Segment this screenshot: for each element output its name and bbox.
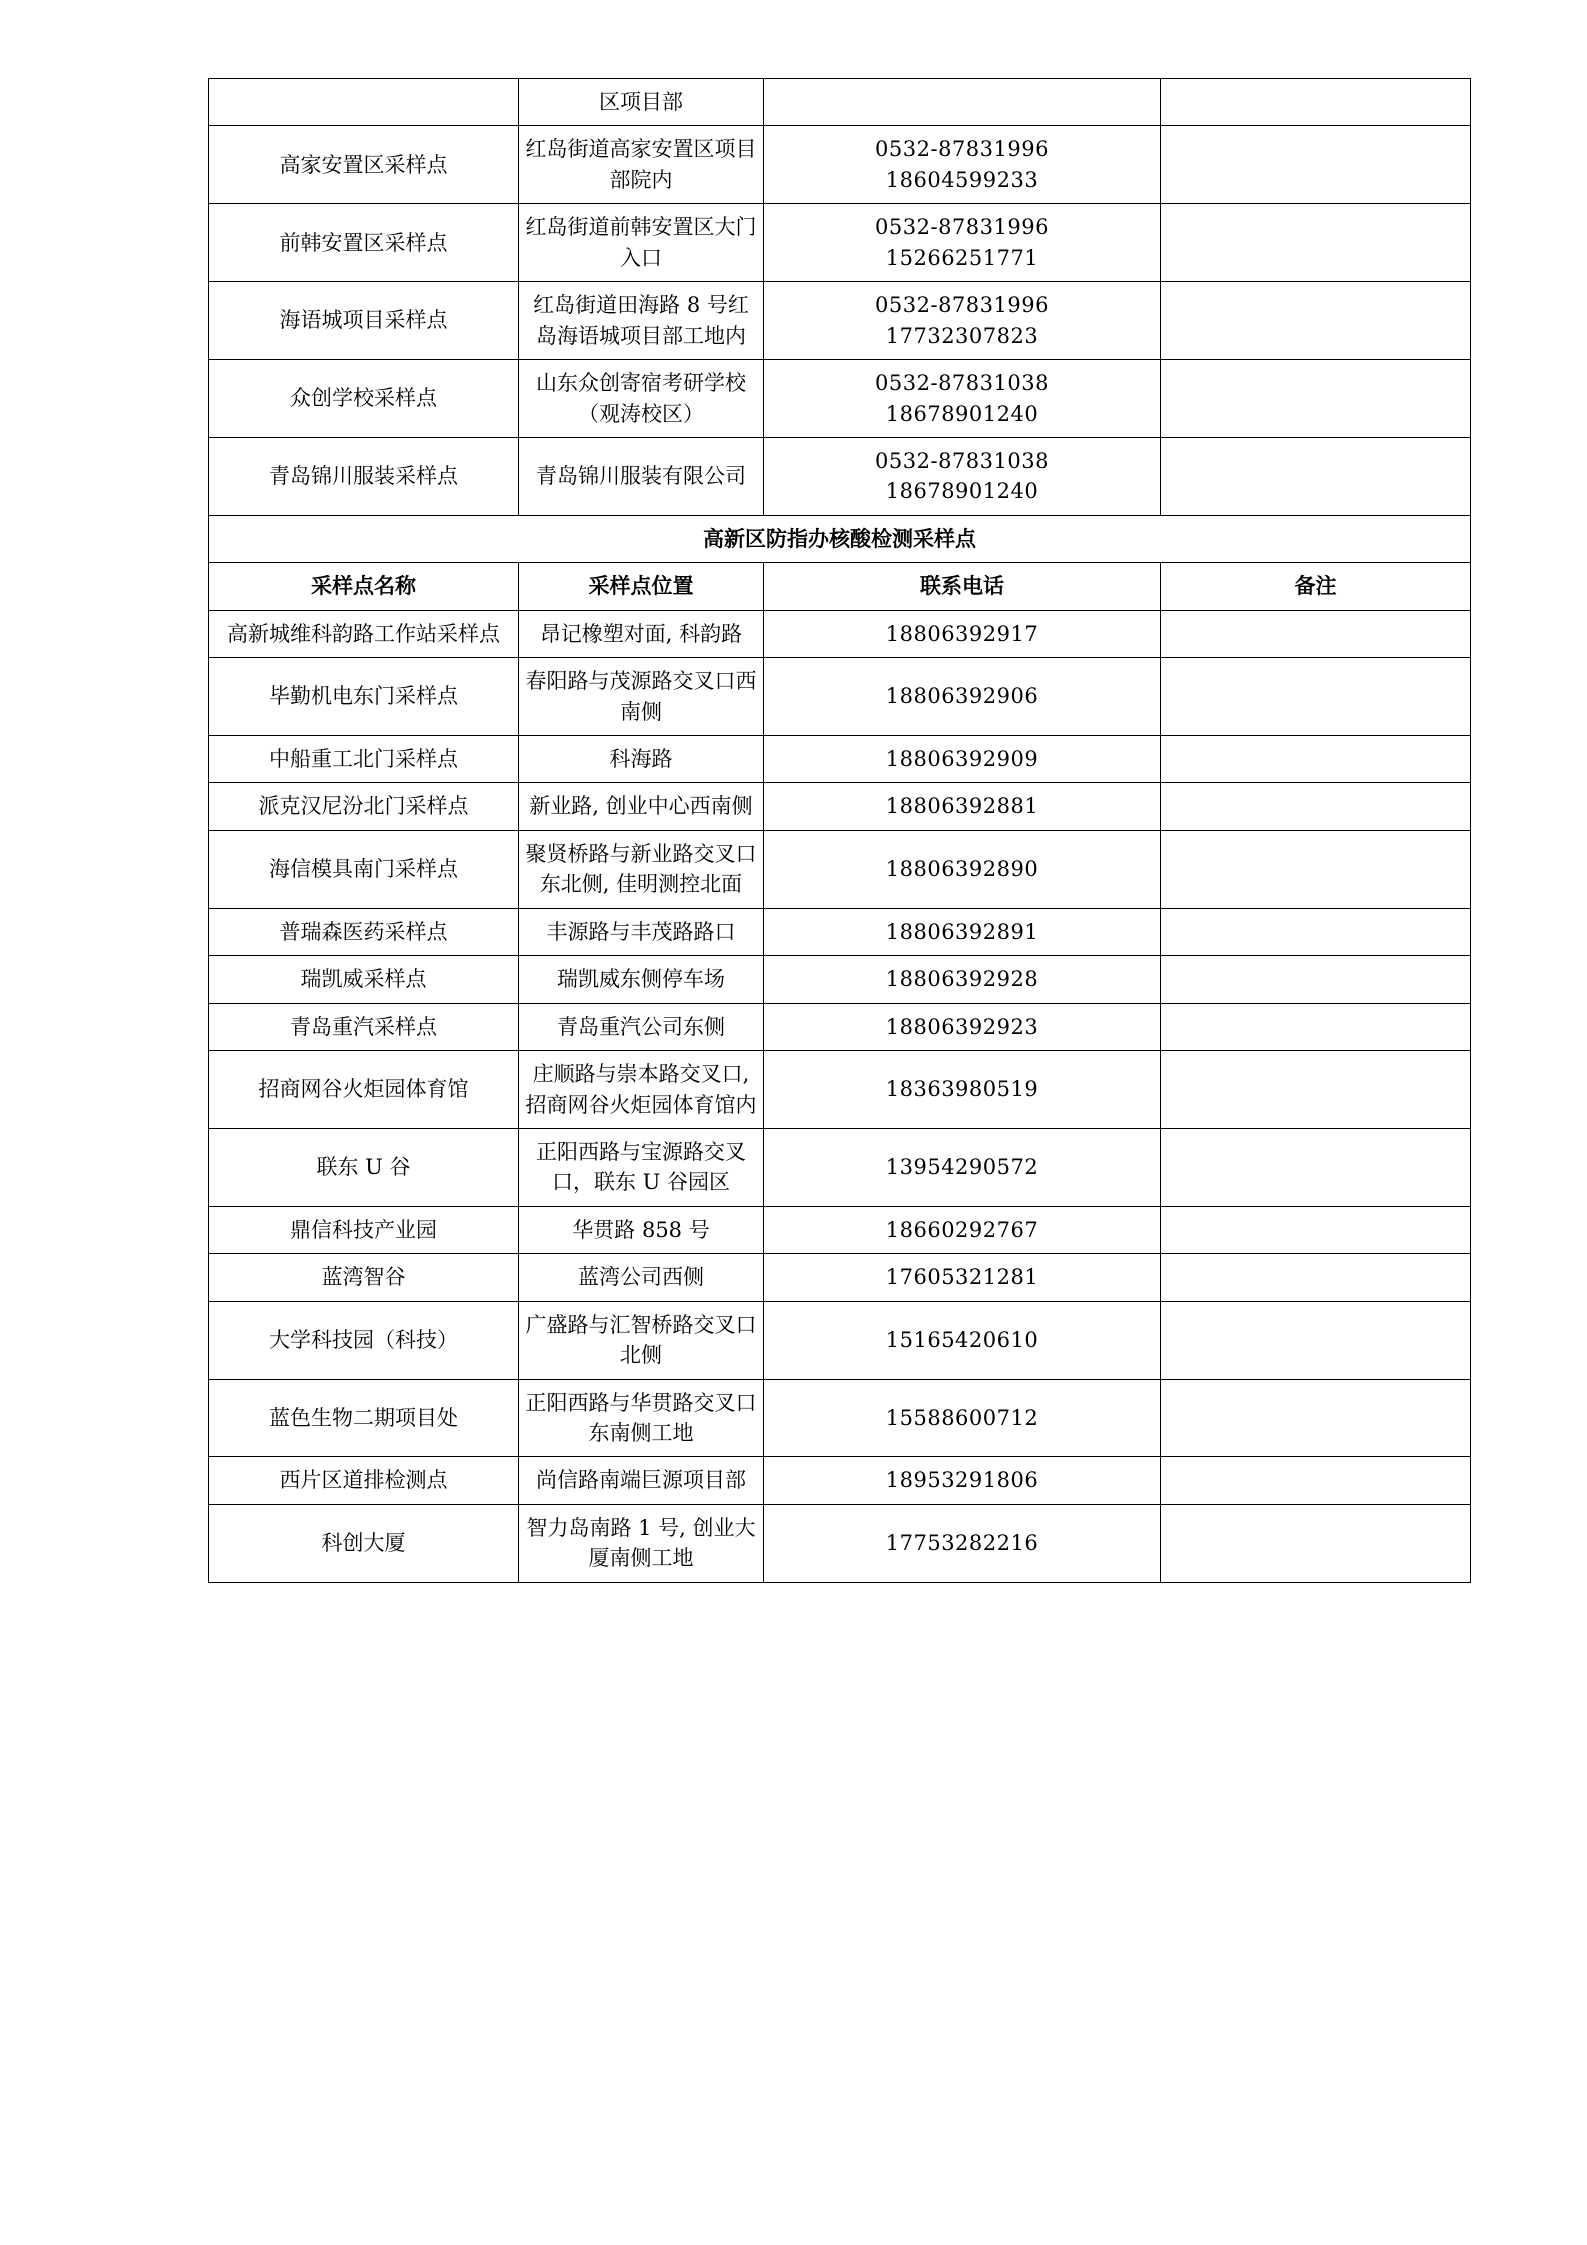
phone-number: 15266251771 [885,245,1039,270]
cell-name: 青岛重汽采样点 [209,1003,519,1050]
cell-remark [1161,282,1471,360]
cell-location: 红岛街道高家安置区项目部院内 [519,126,764,204]
cell-location: 正阳西路与华贯路交叉口东南侧工地 [519,1379,764,1457]
cell-phone [764,1379,1161,1457]
cell-name: 招商网谷火炬园体育馆 [209,1051,519,1129]
cell-phone [764,658,1161,736]
cell-name: 中船重工北门采样点 [209,736,519,783]
cell-name: 海信模具南门采样点 [209,830,519,908]
cell-name: 高家安置区采样点 [209,126,519,204]
cell-location: 广盛路与汇智桥路交叉口北侧 [519,1301,764,1379]
cell-name: 派克汉尼汾北门采样点 [209,783,519,830]
cell-name: 鼎信科技产业园 [209,1206,519,1253]
phone-number: 18604599233 [885,167,1039,192]
cell-phone [764,437,1161,515]
table-header-row [209,563,1471,610]
cell-remark [1161,1003,1471,1050]
table-row [209,956,1471,1003]
cell-location: 尚信路南端巨源项目部 [519,1457,764,1504]
phone-number: 17732307823 [885,323,1039,348]
cell-location: 正阳西路与宝源路交叉口，联东 U 谷园区 [519,1128,764,1206]
cell-location: 聚贤桥路与新业路交叉口东北侧, 佳明测控北面 [519,830,764,908]
cell-phone [764,908,1161,955]
cell-location: 丰源路与丰茂路路口 [519,908,764,955]
cell-remark [1161,360,1471,438]
cell-name: 高新城维科韵路工作站采样点 [209,610,519,657]
cell-remark [1161,1128,1471,1206]
cell-remark [1161,437,1471,515]
cell-name: 青岛锦川服装采样点 [209,437,519,515]
phone-number: 0532-87831038 [875,448,1049,473]
section-title-row [209,515,1471,562]
cell-name: 海语城项目采样点 [209,282,519,360]
cell-remark [1161,830,1471,908]
cell-name: 毕勤机电东门采样点 [209,658,519,736]
cell-location: 华贯路 858 号 [519,1206,764,1253]
phone-number: 18806392917 [885,621,1039,646]
phone-number: 18678901240 [885,479,1039,504]
cell-phone [764,783,1161,830]
phone-number: 15165420610 [885,1327,1039,1352]
phone-number: 18806392923 [885,1014,1039,1039]
cell-location: 瑞凯威东侧停车场 [519,956,764,1003]
cell-name: 联东 U 谷 [209,1128,519,1206]
table-row [209,783,1471,830]
phone-number: 18363980519 [885,1077,1039,1102]
cell-name: 众创学校采样点 [209,360,519,438]
cell-location: 青岛重汽公司东侧 [519,1003,764,1050]
cell-remark [1161,1457,1471,1504]
phone-number: 18806392906 [885,684,1039,709]
phone-number: 18678901240 [885,401,1039,426]
cell-remark [1161,1504,1471,1582]
phone-number: 15588600712 [885,1405,1039,1430]
table-row [209,204,1471,282]
cell-location: 山东众创寄宿考研学校（观涛校区） [519,360,764,438]
table-row [209,1301,1471,1379]
cell-phone [764,204,1161,282]
cell-name: 科创大厦 [209,1504,519,1582]
cell-phone [764,1206,1161,1253]
table-row [209,830,1471,908]
table-row [209,1206,1471,1253]
phone-number: 17753282216 [885,1531,1039,1556]
table-row [209,1128,1471,1206]
phone-number: 0532-87831038 [875,371,1049,396]
column-header-location: 采样点位置 [519,563,764,610]
table-row [209,1003,1471,1050]
cell-phone [764,1504,1161,1582]
cell-remark [1161,783,1471,830]
cell-remark [1161,1254,1471,1301]
cell-location: 新业路, 创业中心西南侧 [519,783,764,830]
cell-name: 普瑞森医药采样点 [209,908,519,955]
cell-location: 青岛锦川服装有限公司 [519,437,764,515]
column-header-name: 采样点名称 [209,563,519,610]
cell-remark [1161,204,1471,282]
cell-location: 昂记橡塑对面, 科韵路 [519,610,764,657]
sampling-points-table [208,78,1471,1583]
table-row [209,1457,1471,1504]
table-row [209,79,1471,126]
cell-name: 瑞凯威采样点 [209,956,519,1003]
table-row [209,908,1471,955]
cell-phone [764,1003,1161,1050]
cell-remark [1161,736,1471,783]
cell-name [209,79,519,126]
cell-phone [764,956,1161,1003]
phone-number: 18806392881 [885,794,1039,819]
cell-phone [764,736,1161,783]
cell-location: 春阳路与茂源路交叉口西南侧 [519,658,764,736]
cell-location: 蓝湾公司西侧 [519,1254,764,1301]
cell-remark [1161,658,1471,736]
cell-remark [1161,1301,1471,1379]
cell-name: 蓝湾智谷 [209,1254,519,1301]
cell-phone [764,1254,1161,1301]
cell-remark [1161,1206,1471,1253]
cell-location: 区项目部 [519,79,764,126]
phone-number: 0532-87831996 [875,215,1049,240]
table-row [209,282,1471,360]
cell-phone [764,1301,1161,1379]
phone-number: 0532-87831996 [875,293,1049,318]
cell-remark [1161,956,1471,1003]
column-header-remark: 备注 [1161,563,1471,610]
cell-phone [764,360,1161,438]
cell-name: 西片区道排检测点 [209,1457,519,1504]
table-row [209,1504,1471,1582]
phone-number: 17605321281 [885,1265,1039,1290]
cell-phone [764,1128,1161,1206]
table-row [209,610,1471,657]
cell-phone [764,79,1161,126]
cell-phone [764,1457,1161,1504]
cell-location: 科海路 [519,736,764,783]
cell-remark [1161,908,1471,955]
column-header-phone: 联系电话 [764,563,1161,610]
phone-number: 18806392928 [885,967,1039,992]
cell-remark [1161,610,1471,657]
cell-remark [1161,126,1471,204]
phone-number: 18806392891 [885,919,1039,944]
cell-remark [1161,1379,1471,1457]
cell-phone [764,282,1161,360]
phone-number: 0532-87831996 [875,137,1049,162]
cell-name: 蓝色生物二期项目处 [209,1379,519,1457]
cell-remark [1161,1051,1471,1129]
table-body [209,79,1471,1583]
cell-location: 红岛街道前韩安置区大门入口 [519,204,764,282]
table-row [209,126,1471,204]
section-title: 高新区防指办核酸检测采样点 [209,515,1471,562]
table-row [209,1254,1471,1301]
table-row [209,736,1471,783]
cell-phone [764,830,1161,908]
phone-number: 18660292767 [885,1217,1039,1242]
phone-number: 18806392909 [885,747,1039,771]
cell-remark [1161,79,1471,126]
cell-phone [764,126,1161,204]
table-row [209,360,1471,438]
table-row [209,1051,1471,1129]
cell-location: 红岛街道田海路 8 号红岛海语城项目部工地内 [519,282,764,360]
cell-phone [764,610,1161,657]
cell-phone [764,1051,1161,1129]
table-row [209,437,1471,515]
phone-number: 13954290572 [885,1155,1039,1180]
cell-location: 庄顺路与崇本路交叉口, 招商网谷火炬园体育馆内 [519,1051,764,1129]
phone-number: 18806392890 [885,857,1039,882]
cell-name: 前韩安置区采样点 [209,204,519,282]
cell-name: 大学科技园（科技） [209,1301,519,1379]
table-row [209,658,1471,736]
phone-number: 18953291806 [885,1468,1039,1493]
cell-location: 智力岛南路 1 号, 创业大厦南侧工地 [519,1504,764,1582]
table-row [209,1379,1471,1457]
